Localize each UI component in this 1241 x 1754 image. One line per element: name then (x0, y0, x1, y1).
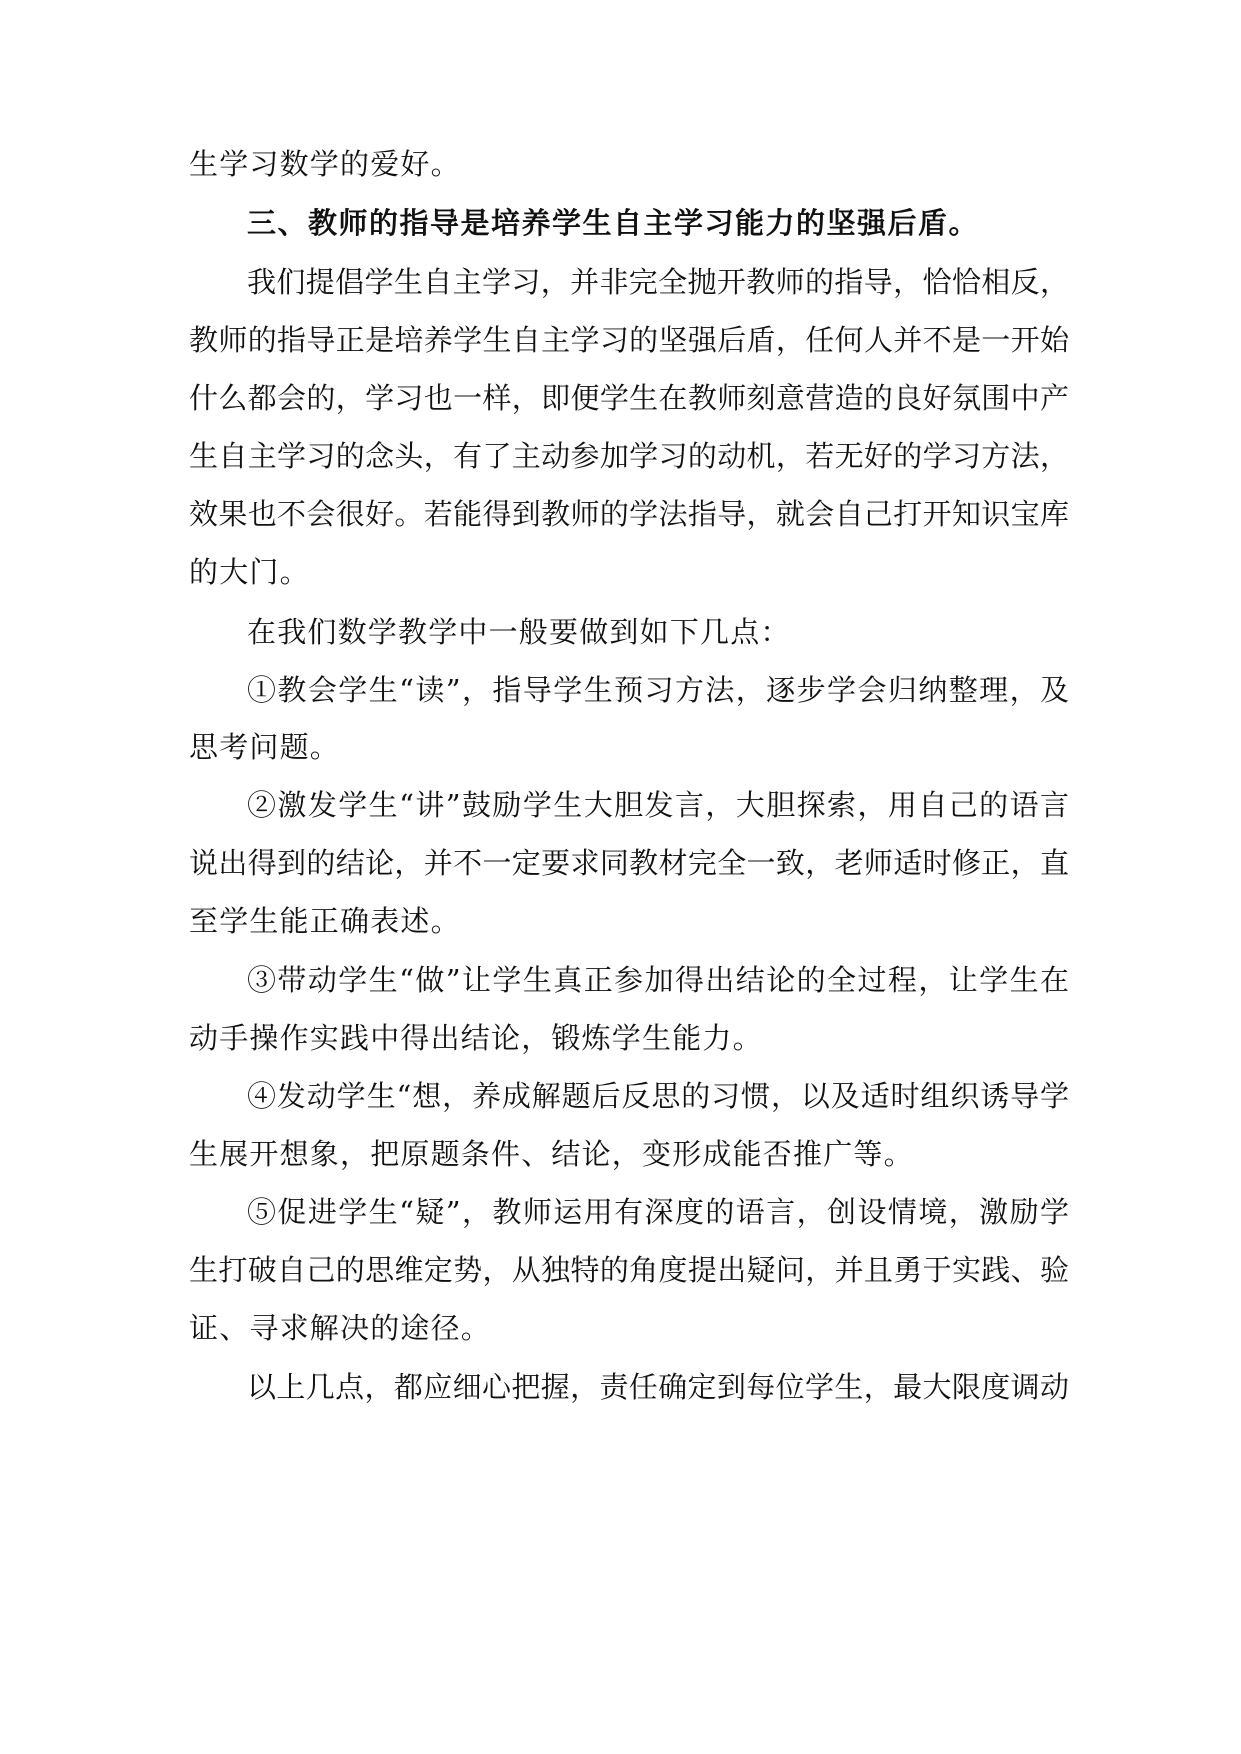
item2-line1: ②激发学生“讲”鼓励学生大胆发言，大胆探索，用自己的语言 (247, 788, 1069, 822)
item4-line1: ④发动学生“想，养成解题后反思的习惯，以及适时组织诱导学 (247, 1079, 1069, 1113)
item3-line1: ③带动学生“做”让学生真正参加得出结论的全过程，让学生在 (247, 963, 1069, 997)
para1-line4: 生自主学习的念头，有了主动参加学习的动机，若无好的学习方法， (189, 439, 1069, 473)
para1-line3: 什么都会的，学习也一样，即便学生在教师刻意营造的良好氛围中产 (189, 381, 1069, 415)
item5-line1: ⑤促进学生“疑”，教师运用有深度的语言，创设情境，激励学 (247, 1195, 1069, 1229)
item4-line2: 生展开想象，把原题条件、结论，变形成能否推广等。 (189, 1137, 914, 1171)
para1-line6: 的大门。 (189, 555, 310, 589)
item1-line2: 思考问题。 (189, 730, 341, 764)
para1-line1: 我们提倡学生自主学习，并非完全抛开教师的指导，恰恰相反， (247, 265, 1069, 299)
item1-line1: ①教会学生“读”，指导学生预习方法，逐步学会归纳整理，及 (247, 673, 1069, 707)
para3-line1: 以上几点，都应细心把握，责任确定到每位学生，最大限度调动 (247, 1370, 1069, 1404)
item5-line3: 证、寻求解决的途径。 (189, 1311, 492, 1345)
para2-line: 在我们数学教学中一般要做到如下几点： (247, 615, 791, 649)
item3-line2: 动手操作实践中得出结论，锻炼学生能力。 (189, 1021, 763, 1055)
para1-line5: 效果也不会很好。若能得到教师的学法指导，就会自己打开知识宝库 (189, 497, 1069, 531)
intro-tail-line: 生学习数学的爱好。 (189, 147, 461, 181)
item2-line2: 说出得到的结论，并不一定要求同教材完全一致，老师适时修正，直 (189, 846, 1069, 880)
para1-line2: 教师的指导正是培养学生自主学习的坚强后盾，任何人并不是一开始 (189, 323, 1069, 357)
section-heading: 三、教师的指导是培养学生自主学习能力的坚强后盾。 (247, 206, 980, 240)
item5-line2: 生打破自己的思维定势，从独特的角度提出疑问，并且勇于实践、验 (189, 1253, 1069, 1287)
item2-line3: 至学生能正确表述。 (189, 904, 461, 938)
